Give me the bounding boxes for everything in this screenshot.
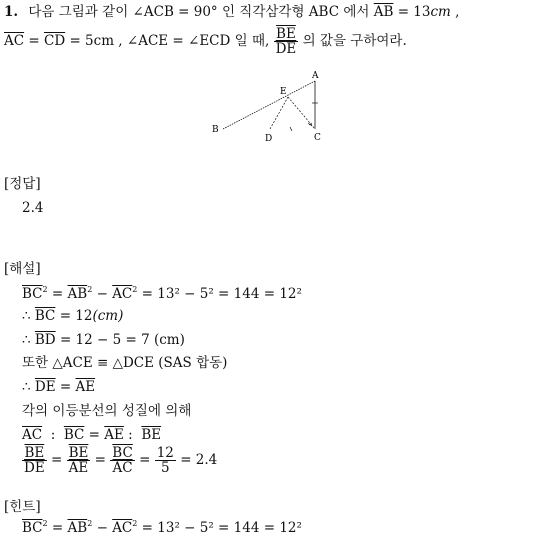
equals-sign: =: [59, 379, 72, 395]
segment-de-line: [270, 97, 288, 129]
segment-ac: $\overline{AC}$: [22, 427, 43, 443]
numerator: $\overline{BC}$: [112, 445, 133, 461]
numerator: $\overline{BE}$: [24, 445, 45, 461]
denominator: DE: [24, 460, 45, 477]
denominator: AE: [68, 460, 89, 477]
solution-line-3: [22, 333, 185, 349]
solution-line-6: 각의 이등분선의 성질에 의해: [22, 403, 192, 419]
fraction-be-ae: [67, 446, 91, 475]
problem-text-2: = 5cm , ∠ACE = ∠ECD 일 때,: [69, 33, 270, 50]
solution-line-1: $\overline{BC}^2 = \overline{AB}^2 - \overline{AC}^2 = 13^2 - 5^2 = 144 = 12^2$: [22, 285, 302, 302]
solution-line-2-unit: (cm): [92, 308, 124, 324]
solution-line-7: [22, 428, 161, 444]
segment-ec-line: [288, 97, 315, 129]
numerator: 12: [156, 445, 174, 461]
hint-line-1-result: = 13² − 5² = 144 = 12²: [141, 520, 302, 536]
segment-ae: $\overline{AE}$: [104, 427, 124, 443]
label-e: E: [280, 87, 287, 97]
solution-line-2-value: = 12: [59, 308, 93, 324]
solution-line-4: 또한 △ACE ≡ △DCE (SAS 합동): [22, 355, 228, 371]
solution-line-5: [22, 380, 95, 396]
fraction-bc-ac: [110, 446, 135, 475]
label-b: B: [212, 125, 219, 135]
hint-header: [힌트]: [4, 499, 41, 515]
problem-number: 1.: [4, 4, 19, 20]
problem-line-2: [4, 27, 407, 56]
solution-line-1-result: = 13² − 5² = 144 = 12²: [141, 286, 302, 302]
label-a: A: [312, 71, 319, 81]
segment-be: $\overline{BE}$: [141, 427, 162, 443]
solution-line-3-result: = 12 − 5 = 7 (cm): [59, 332, 185, 348]
segment-ab: $\overline{AB}$: [67, 520, 88, 536]
solution-header: [해설]: [4, 261, 41, 277]
label-d: D: [265, 134, 273, 144]
segment-bc: $\overline{BC}$: [22, 520, 43, 536]
segment-ab: $\overline{AB}$: [373, 4, 394, 20]
segment-bd: $\overline{BD}$: [34, 332, 56, 348]
segment-ab-line: [223, 81, 315, 129]
equals-sign: =: [88, 427, 100, 443]
solution-line-8: $\frac{\overline{BE}}{DE}$ = $\frac{\overline{BE}}{AE}$ = $\frac{\overline{BC}}{AC}$ = $\frac{12}{5}$ = 2.4: [24, 445, 218, 477]
problem-text-1: 다음 그림과 같이 ∠ACB = 90° 인 직각삼각형 ABC 에서: [28, 4, 370, 20]
ratio-colon: :: [128, 427, 133, 443]
problem-eq: =: [28, 33, 40, 50]
label-c: C: [314, 133, 321, 143]
segment-ac: $\overline{AC}$: [112, 520, 133, 536]
fraction-denominator: DE: [275, 41, 297, 58]
fraction-numerator: $\overline{BE}$: [276, 26, 296, 42]
problem-line-1: [4, 5, 459, 21]
answer-value: 2.4: [22, 200, 44, 216]
denominator: 5: [161, 460, 170, 477]
fraction-12-5: [155, 446, 176, 475]
tick-mark-cd: [290, 127, 292, 131]
hint-line-1: $\overline{BC}^2 = \overline{AB}^2 - \overline{AC}^2 = 13^2 - 5^2 = 144 = 12^2$: [22, 519, 302, 536]
denominator: AC: [112, 460, 133, 477]
segment-bc: $\overline{BC}$: [63, 427, 85, 443]
problem-ab-value: = 13: [397, 4, 431, 20]
fraction-be-de: [22, 446, 47, 475]
therefore-symbol: ∴: [22, 332, 31, 348]
solution-line-2: [22, 309, 123, 325]
triangle-figure: [208, 70, 328, 150]
segment-bc: $\overline{BC}$: [22, 286, 43, 302]
segment-cd: $\overline{CD}$: [44, 33, 66, 50]
numerator: $\overline{BE}$: [68, 445, 89, 461]
problem-ab-unit: cm: [430, 4, 451, 20]
therefore-symbol: ∴: [22, 379, 31, 395]
segment-ae: $\overline{AE}$: [75, 379, 96, 395]
answer-header: [정답]: [4, 176, 41, 192]
segment-ab: $\overline{AB}$: [67, 286, 88, 302]
final-result: = 2.4: [180, 452, 218, 469]
ratio-colon: :: [50, 427, 56, 443]
segment-de: $\overline{DE}$: [34, 379, 56, 395]
segment-ac: $\overline{AC}$: [4, 33, 25, 50]
therefore-symbol: ∴: [22, 308, 31, 324]
segment-bc: $\overline{BC}$: [34, 308, 56, 324]
problem-text-3: 의 값을 구하여라.: [302, 33, 407, 50]
segment-ac: $\overline{AC}$: [112, 286, 133, 302]
ratio-fraction: [274, 27, 299, 56]
problem-comma: ,: [455, 4, 460, 20]
